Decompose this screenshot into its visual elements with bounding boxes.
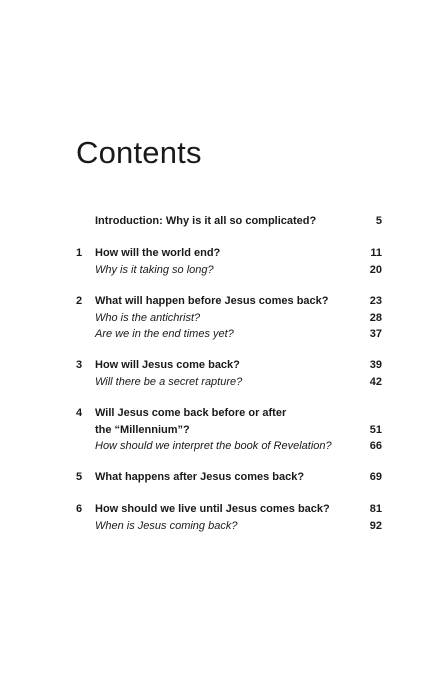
toc-subentry-title: How should we interpret the book of Revelation? xyxy=(95,440,332,452)
toc-entry-chapter-3[interactable] xyxy=(0,357,438,374)
toc-entry-title: How will the world end? xyxy=(95,247,221,259)
toc-entry-title: Introduction: Why is it all so complicated? xyxy=(95,215,317,227)
toc-subentry[interactable] xyxy=(0,326,438,343)
toc-subentry[interactable] xyxy=(0,438,438,455)
toc-page-number: 42 xyxy=(369,376,382,388)
toc-entry-chapter-4[interactable] xyxy=(0,405,438,422)
toc-subentry[interactable] xyxy=(0,262,438,279)
chapter-number: 3 xyxy=(76,359,83,371)
toc-page-number: 11 xyxy=(370,247,382,259)
chapter-number: 5 xyxy=(76,471,83,483)
toc-entry-chapter-6[interactable] xyxy=(0,501,438,518)
toc-subentry-title: When is Jesus coming back? xyxy=(95,520,238,532)
toc-subentry[interactable] xyxy=(0,310,438,327)
toc-page-number: 28 xyxy=(369,312,382,324)
toc-entry-title: the “Millennium”? xyxy=(95,424,190,436)
page-title: Contents xyxy=(76,135,202,170)
toc-page-number: 23 xyxy=(369,295,382,307)
chapter-number: 1 xyxy=(76,247,83,259)
toc-entry-title: Will Jesus come back before or after xyxy=(95,407,287,419)
toc-page-number: 51 xyxy=(369,424,382,436)
chapter-number: 6 xyxy=(76,503,83,515)
toc-subentry[interactable] xyxy=(0,374,438,391)
toc-page-number: 39 xyxy=(369,359,382,371)
toc-entry-title: How should we live until Jesus comes back? xyxy=(95,503,330,515)
toc-subentry-title: Who is the antichrist? xyxy=(95,312,201,324)
toc-subentry[interactable] xyxy=(0,518,438,535)
toc-page-number: 69 xyxy=(369,471,382,483)
toc-entry-chapter-4-continued[interactable] xyxy=(0,422,438,439)
toc-subentry-title: Why is it taking so long? xyxy=(95,264,214,276)
toc-page-number: 5 xyxy=(375,215,382,227)
toc-subentry-title: Are we in the end times yet? xyxy=(95,328,234,340)
toc-page-number: 81 xyxy=(369,503,382,515)
toc-page-number: 92 xyxy=(369,520,382,532)
toc-entry-chapter-5[interactable] xyxy=(0,469,438,486)
toc-entry-chapter-1[interactable] xyxy=(0,245,438,262)
toc-entry-title: What will happen before Jesus comes back? xyxy=(95,295,329,307)
toc-page-number: 66 xyxy=(369,440,382,452)
toc-page-number: 37 xyxy=(369,328,382,340)
chapter-number: 4 xyxy=(76,407,83,419)
toc-entry-title: What happens after Jesus comes back? xyxy=(95,471,305,483)
toc-page-number: 20 xyxy=(369,264,382,276)
toc-entry-chapter-2[interactable] xyxy=(0,293,438,310)
toc-entry-introduction[interactable] xyxy=(0,213,438,230)
chapter-number: 2 xyxy=(76,295,83,307)
toc-entry-title: How will Jesus come back? xyxy=(95,359,240,371)
toc-subentry-title: Will there be a secret rapture? xyxy=(95,376,243,388)
